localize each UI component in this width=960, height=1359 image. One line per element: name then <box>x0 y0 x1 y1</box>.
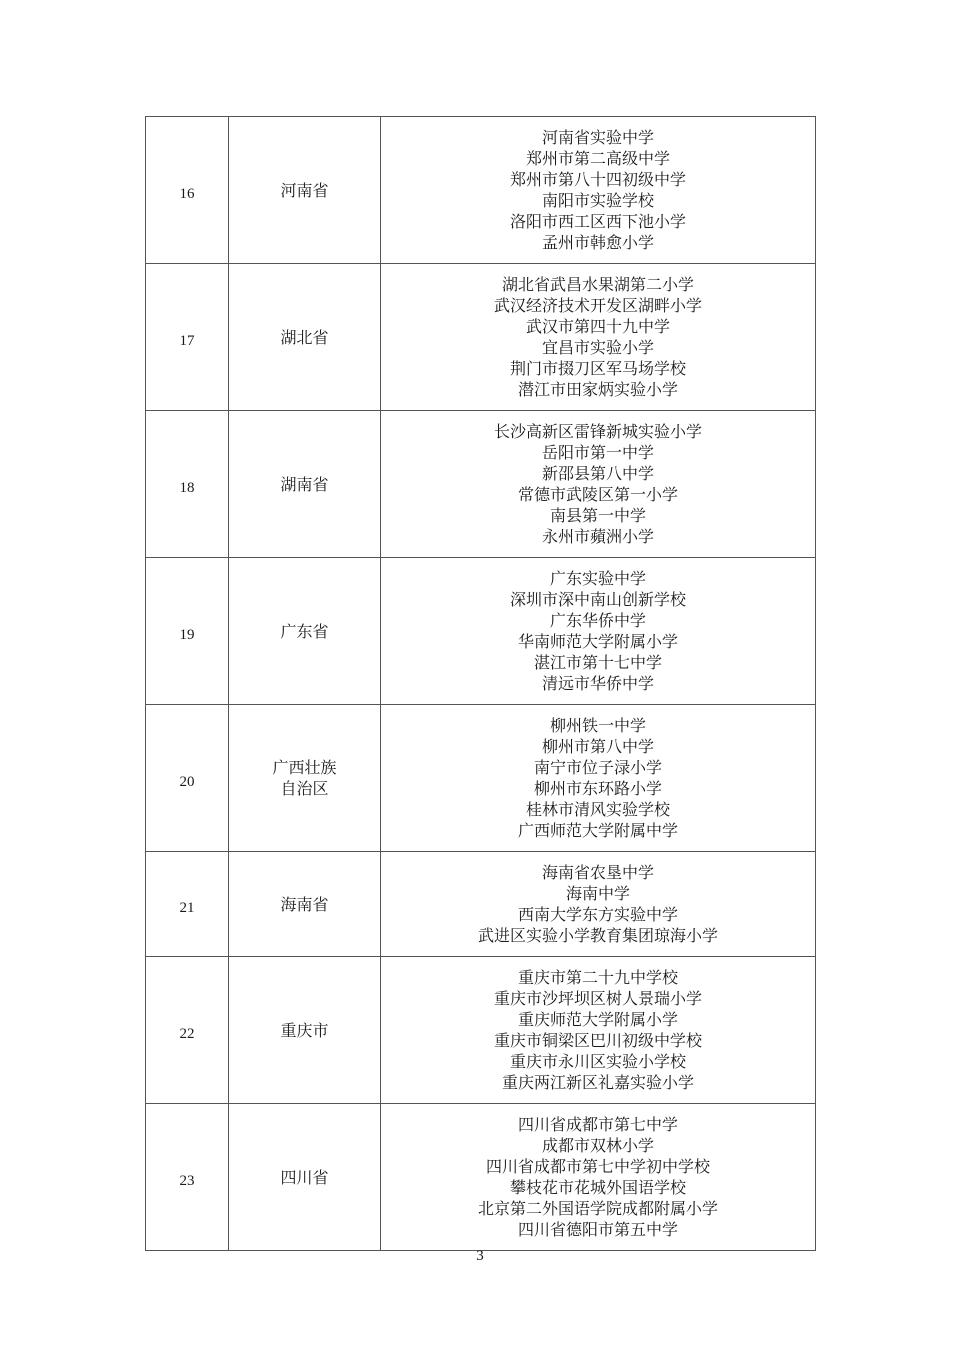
row-number: 16 <box>146 117 229 264</box>
table-row <box>146 705 816 852</box>
school-name: 南阳市实验学校 <box>541 191 654 210</box>
province-cell <box>229 1104 381 1251</box>
row-number: 22 <box>146 957 229 1104</box>
school-name: 岳阳市第一中学 <box>541 443 654 462</box>
school-name: 华南师范大学附属小学 <box>517 632 678 651</box>
school-name: 北京第二外国语学院成都附属小学 <box>477 1199 718 1218</box>
school-name: 荆门市掇刀区军马场学校 <box>509 359 686 378</box>
schools-table <box>145 116 816 1251</box>
province-name: 广东省 <box>280 621 329 641</box>
school-name: 新邵县第八中学 <box>541 464 654 483</box>
province-name: 四川省 <box>280 1167 329 1187</box>
school-name: 四川省成都市第七中学 <box>517 1115 678 1134</box>
province-cell <box>229 411 381 558</box>
province-cell <box>229 705 381 852</box>
school-name: 攀枝花市花城外国语学校 <box>509 1178 686 1197</box>
province-name: 重庆市 <box>280 1020 329 1040</box>
school-name: 重庆市第二十九中学校 <box>517 968 678 987</box>
province-name: 自治区 <box>280 779 329 798</box>
schools-cell <box>381 411 816 558</box>
school-name: 南县第一中学 <box>549 506 646 525</box>
province-cell <box>229 852 381 957</box>
school-name: 湖北省武昌水果湖第二小学 <box>501 275 694 294</box>
school-name: 重庆师范大学附属小学 <box>517 1010 678 1029</box>
school-name: 海南中学 <box>565 884 630 903</box>
school-name: 孟州市韩愈小学 <box>541 233 654 252</box>
school-name: 武进区实验小学教育集团琼海小学 <box>477 926 718 945</box>
row-number: 19 <box>146 558 229 705</box>
province-name: 广西壮族 <box>272 758 337 777</box>
schools-cell <box>381 117 816 264</box>
school-name: 广东华侨中学 <box>549 611 646 630</box>
school-name: 四川省成都市第七中学初中学校 <box>485 1157 710 1176</box>
province-cell <box>229 117 381 264</box>
row-number: 20 <box>146 705 229 852</box>
row-number: 18 <box>146 411 229 558</box>
schools-cell <box>381 705 816 852</box>
school-name: 河南省实验中学 <box>541 128 654 147</box>
page-number: 3 <box>476 1248 484 1264</box>
school-name: 重庆市铜梁区巴川初级中学校 <box>493 1031 702 1050</box>
school-name: 海南省农垦中学 <box>541 863 654 882</box>
row-number: 17 <box>146 264 229 411</box>
school-name: 洛阳市西工区西下池小学 <box>509 212 686 231</box>
table-row <box>146 852 816 957</box>
school-name: 成都市双林小学 <box>541 1136 654 1155</box>
school-name: 宜昌市实验小学 <box>541 338 654 357</box>
schools-cell <box>381 264 816 411</box>
province-name: 海南省 <box>280 894 329 914</box>
school-name: 广东实验中学 <box>549 569 646 588</box>
table-row <box>146 1104 816 1251</box>
school-name: 重庆市沙坪坝区树人景瑞小学 <box>493 989 702 1008</box>
school-name: 南宁市位子渌小学 <box>533 758 662 777</box>
table-row <box>146 411 816 558</box>
school-name: 深圳市深中南山创新学校 <box>509 590 686 609</box>
school-name: 长沙高新区雷锋新城实验小学 <box>493 422 702 441</box>
school-name: 武汉经济技术开发区湖畔小学 <box>493 296 702 315</box>
row-number: 21 <box>146 852 229 957</box>
schools-table-body <box>146 117 816 1251</box>
school-name: 四川省德阳市第五中学 <box>517 1220 678 1239</box>
school-name: 郑州市第二高级中学 <box>525 149 670 168</box>
table-row <box>146 957 816 1104</box>
school-name: 桂林市清风实验学校 <box>525 800 670 819</box>
school-name: 重庆两江新区礼嘉实验小学 <box>501 1073 694 1092</box>
table-row <box>146 264 816 411</box>
school-name: 常德市武陵区第一小学 <box>517 485 678 504</box>
school-name: 永州市蘋洲小学 <box>541 527 654 546</box>
school-name: 西南大学东方实验中学 <box>517 905 678 924</box>
school-name: 清远市华侨中学 <box>541 674 654 693</box>
schools-cell <box>381 852 816 957</box>
schools-cell <box>381 957 816 1104</box>
province-name: 湖南省 <box>280 474 329 494</box>
school-name: 武汉市第四十九中学 <box>525 317 670 336</box>
school-name: 广西师范大学附属中学 <box>517 821 678 840</box>
schools-cell <box>381 1104 816 1251</box>
table-row <box>146 117 816 264</box>
school-name: 柳州市东环路小学 <box>533 779 662 798</box>
province-name: 湖北省 <box>280 327 329 347</box>
schools-cell <box>381 558 816 705</box>
school-name: 柳州市第八中学 <box>541 737 654 756</box>
school-name: 湛江市第十七中学 <box>533 653 662 672</box>
province-cell <box>229 957 381 1104</box>
school-name: 柳州铁一中学 <box>549 716 646 735</box>
row-number: 23 <box>146 1104 229 1251</box>
school-name: 重庆市永川区实验小学校 <box>509 1052 686 1071</box>
school-name: 郑州市第八十四初级中学 <box>509 170 686 189</box>
province-name: 河南省 <box>280 180 329 200</box>
province-cell <box>229 264 381 411</box>
province-cell <box>229 558 381 705</box>
table-row <box>146 558 816 705</box>
school-name: 潜江市田家炳实验小学 <box>517 380 678 399</box>
